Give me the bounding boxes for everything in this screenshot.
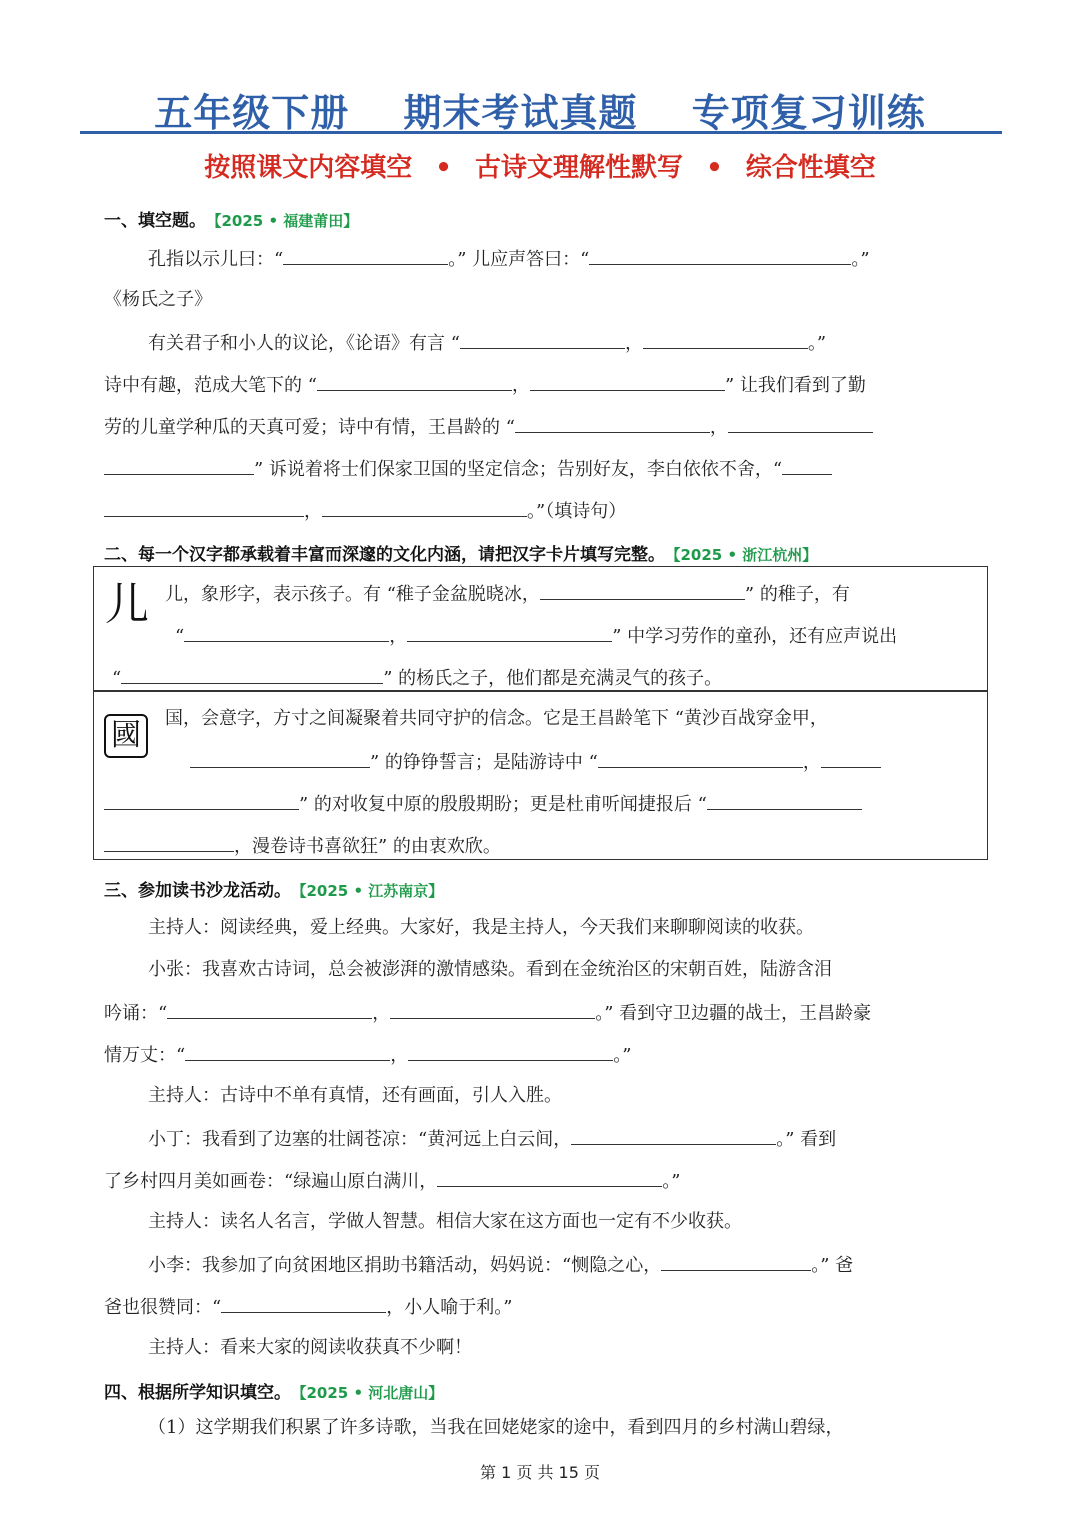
- answer-blank[interactable]: [515, 414, 710, 433]
- card1-line-3: [112, 665, 722, 691]
- answer-blank[interactable]: [661, 1252, 811, 1271]
- ancient-guo-glyph-icon: 國: [104, 714, 148, 758]
- answer-blank[interactable]: [728, 414, 873, 433]
- card1-text: ” 的稚子，有: [744, 584, 850, 605]
- subtitle-separator: •: [435, 153, 452, 183]
- section-2-heading: [104, 540, 817, 565]
- answer-blank[interactable]: [821, 749, 881, 768]
- s3-line-2: 小张：我喜欢古诗词，总会被澎湃的激情感染。看到在金统治区的宋朝百姓，陆游含泪: [148, 959, 832, 980]
- card1-text: “: [112, 668, 122, 689]
- section-1-heading: [104, 206, 358, 231]
- subtitle-part-2: 古诗文理解性默写: [474, 153, 683, 183]
- card1-text: ” 中学习劳作的童孙，还有应声说出: [612, 626, 898, 647]
- section-3-tag: 【2025 • 江苏南京】: [299, 882, 444, 900]
- s4-line-1: （1）这学期我们积累了许多诗歌，当我在回姥姥家的途中，看到四月的乡村满山碧绿，: [148, 1417, 844, 1438]
- s3-line-7: [104, 1168, 680, 1194]
- s3-text: 情万丈：“: [104, 1045, 186, 1066]
- answer-blank[interactable]: [317, 372, 512, 391]
- title-grade: 五年级下册: [154, 91, 350, 135]
- answer-blank[interactable]: [167, 1000, 372, 1019]
- ancient-er-glyph-icon: 儿: [105, 579, 149, 630]
- answer-blank[interactable]: [390, 1000, 595, 1019]
- section-1-tag: 【2025 • 福建莆田】: [214, 212, 359, 230]
- s3-line-3: [104, 1000, 871, 1026]
- s3-text: 。”: [613, 1045, 632, 1066]
- s3-text: 。” 看到守卫边疆的战士，王昌龄豪: [595, 1003, 872, 1024]
- s1-line-2: 《杨氏之子》: [104, 289, 212, 310]
- answer-blank[interactable]: [707, 791, 862, 810]
- title-divider: [80, 131, 1002, 134]
- card1-text: “: [175, 626, 185, 647]
- s1-text: 。” 儿应声答曰：“: [448, 249, 590, 270]
- s1-text: ，: [624, 333, 643, 354]
- section-4-heading: [104, 1378, 443, 1403]
- s3-text: 爸也很赞同：“: [104, 1297, 222, 1318]
- answer-blank[interactable]: [782, 456, 832, 475]
- s3-line-4: [104, 1042, 631, 1068]
- s3-text: 。” 看到: [776, 1129, 837, 1150]
- page-title: [0, 82, 1080, 137]
- answer-blank[interactable]: [283, 246, 448, 265]
- s3-text: 小李：我参加了向贫困地区捐助书籍活动，妈妈说：“恻隐之心，: [148, 1255, 662, 1276]
- subtitle-part-3: 综合性填空: [745, 153, 876, 183]
- page-number: 第 1 页 共 15 页: [480, 1463, 600, 1482]
- s3-line-5: 主持人：古诗中不单有真情，还有画面，引人入胜。: [148, 1085, 562, 1106]
- answer-blank[interactable]: [104, 833, 234, 852]
- s3-text: 吟诵：“: [104, 1003, 168, 1024]
- s3-line-6: [148, 1126, 836, 1152]
- card2-line-4: [104, 833, 501, 859]
- s1-text: 有关君子和小人的议论，《论语》有言 “: [148, 333, 460, 354]
- card1-line-1: [165, 581, 850, 607]
- answer-blank[interactable]: [104, 498, 304, 517]
- s3-text: ，: [390, 1045, 409, 1066]
- answer-blank[interactable]: [221, 1294, 386, 1313]
- section-3-title: 三、参加读书沙龙活动。: [104, 881, 291, 901]
- answer-blank[interactable]: [185, 1042, 390, 1061]
- card1-text: ” 的杨氏之子，他们都是充满灵气的孩子。: [383, 668, 723, 689]
- s1-line-6: [104, 456, 832, 482]
- answer-blank[interactable]: [104, 791, 299, 810]
- card2-text: ” 的铮铮誓言；是陆游诗中 “: [370, 752, 598, 773]
- s1-line-1: [148, 246, 870, 272]
- s3-text: ，: [372, 1003, 391, 1024]
- answer-blank[interactable]: [571, 1126, 776, 1145]
- page-subtitle: [0, 147, 1080, 184]
- answer-blank[interactable]: [530, 372, 725, 391]
- card1-text: 儿，象形字，表示孩子。有 “稚子金盆脱晓冰，: [165, 584, 540, 605]
- s3-text: ，小人喻于利。”: [386, 1297, 513, 1318]
- answer-blank[interactable]: [540, 581, 745, 600]
- s1-line-3: [148, 330, 826, 356]
- card2-line-3: [104, 791, 862, 817]
- card2-line-1: 国，会意字，方寸之间凝聚着共同守护的信念。它是王昌龄笔下 “黄沙百战穿金甲，: [165, 708, 828, 729]
- s3-text: 。” 爸: [811, 1255, 854, 1276]
- section-3-heading: [104, 876, 443, 901]
- s3-line-1: 主持人：阅读经典，爱上经典。大家好，我是主持人，今天我们来聊聊阅读的收获。: [148, 917, 814, 938]
- s3-text: 。”: [662, 1171, 681, 1192]
- answer-blank[interactable]: [643, 330, 808, 349]
- section-4-title: 四、根据所学知识填空。: [104, 1383, 291, 1403]
- answer-blank[interactable]: [322, 498, 527, 517]
- card2-text: ，漫卷诗书喜欲狂” 的由衷欢欣。: [234, 836, 501, 857]
- s1-text: ，: [511, 375, 530, 396]
- s3-line-9: [148, 1252, 853, 1278]
- subtitle-part-1: 按照课文内容填空: [204, 153, 413, 183]
- answer-blank[interactable]: [408, 1042, 613, 1061]
- card2-text: ” 的对收复中原的殷殷期盼；更是杜甫听闻捷报后 “: [299, 794, 707, 815]
- answer-blank[interactable]: [598, 749, 803, 768]
- s1-text: 劳的儿童学种瓜的天真可爱；诗中有情，王昌龄的 “: [104, 417, 515, 438]
- section-2-title: 二、每一个汉字都承载着丰富而深邃的文化内涵，请把汉字卡片填写完整。: [104, 545, 665, 565]
- answer-blank[interactable]: [437, 1168, 662, 1187]
- title-exam: 期末考试真题: [403, 91, 638, 135]
- s1-line-4: [104, 372, 866, 398]
- s1-text: 诗中有趣，范成大笔下的 “: [104, 375, 317, 396]
- s3-text: 小丁：我看到了边塞的壮阔苍凉：“黄河远上白云间，: [148, 1129, 572, 1150]
- s3-line-8: 主持人：读名人名言，学做人智慧。相信大家在这方面也一定有不少收获。: [148, 1211, 742, 1232]
- card2-line-2: [190, 749, 881, 775]
- answer-blank[interactable]: [589, 246, 851, 265]
- s1-text: ” 让我们看到了勤: [724, 375, 866, 396]
- subtitle-separator: •: [706, 153, 723, 183]
- title-review: 专项复习训练: [691, 91, 926, 135]
- s1-line-7: [104, 498, 626, 524]
- answer-blank[interactable]: [121, 665, 383, 684]
- s1-text: ，: [709, 417, 728, 438]
- section-2-tag: 【2025 • 浙江杭州】: [673, 546, 818, 564]
- s1-text: 。”（填诗句）: [527, 501, 627, 522]
- answer-blank[interactable]: [104, 456, 254, 475]
- card1-line-2: [175, 623, 897, 649]
- s1-text: 。”: [851, 249, 870, 270]
- card2-text: ，: [802, 752, 821, 773]
- s3-text: 了乡村四月美如画卷：“绿遍山原白满川，: [104, 1171, 438, 1192]
- s1-text: ” 诉说着将士们保家卫国的坚定信念；告别好友，李白依依不舍，“: [254, 459, 783, 480]
- s1-text: ，: [304, 501, 322, 522]
- s1-line-5: [104, 414, 873, 440]
- s3-line-10: [104, 1294, 512, 1320]
- section-4-tag: 【2025 • 河北唐山】: [299, 1384, 444, 1402]
- s1-text: 孔指以示儿曰：“: [148, 249, 284, 270]
- answer-blank[interactable]: [407, 623, 612, 642]
- answer-blank[interactable]: [460, 330, 625, 349]
- answer-blank[interactable]: [190, 749, 370, 768]
- s1-text: 。”: [807, 333, 827, 354]
- s3-line-11: 主持人：看来大家的阅读收获真不少啊！: [148, 1337, 472, 1358]
- answer-blank[interactable]: [184, 623, 389, 642]
- card1-text: ，: [389, 626, 408, 647]
- section-1-title: 一、填空题。: [104, 211, 206, 231]
